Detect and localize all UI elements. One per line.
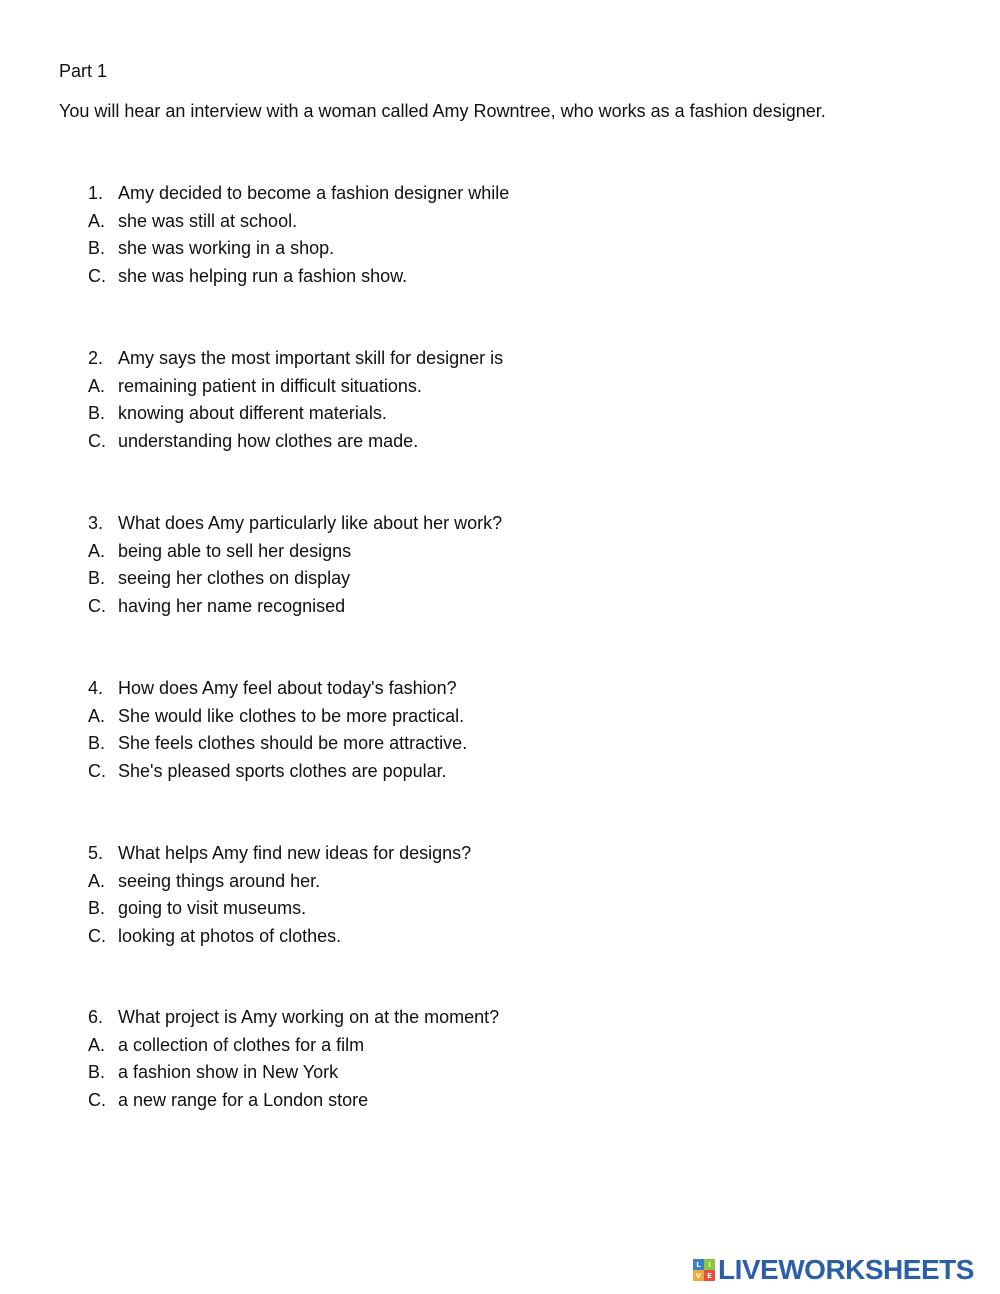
- option-letter: C.: [88, 596, 106, 616]
- option-letter: B.: [88, 568, 106, 588]
- option-letter: B.: [88, 1062, 106, 1082]
- option-letter: B.: [88, 238, 106, 258]
- option-text: knowing about different materials.: [118, 403, 387, 423]
- liveworksheets-mark-icon: L I V E: [693, 1259, 715, 1281]
- question-number: 3.: [88, 513, 104, 533]
- question-text: What does Amy particularly like about her work?: [118, 513, 503, 533]
- option-text: being able to sell her designs: [118, 541, 352, 561]
- option-text: She's pleased sports clothes are popular.: [118, 761, 447, 781]
- option-text: she was working in a shop.: [118, 238, 335, 258]
- option-text: remaining patient in difficult situations.: [118, 376, 422, 396]
- liveworksheets-logo: [693, 1256, 974, 1284]
- option-text: She would like clothes to be more practical.: [118, 706, 465, 726]
- question-number: 2.: [88, 348, 104, 368]
- question-text: How does Amy feel about today's fashion?: [118, 678, 457, 698]
- option-letter: C.: [88, 1090, 106, 1110]
- option-letter: C.: [88, 761, 106, 781]
- page-title: Part 1: [59, 61, 108, 81]
- question-number: 1.: [88, 183, 104, 203]
- question-number: 4.: [88, 678, 104, 698]
- option-letter: C.: [88, 266, 106, 286]
- option-text: seeing her clothes on display: [118, 568, 351, 588]
- question-text: Amy decided to become a fashion designer while: [118, 183, 510, 203]
- question-text: What helps Amy find new ideas for designs?: [118, 843, 472, 863]
- option-text: having her name recognised: [118, 596, 346, 616]
- option-letter: A.: [88, 706, 106, 726]
- question-text: What project is Amy working on at the moment?: [118, 1007, 500, 1027]
- intro-text: You will hear an interview with a woman called Amy Rowntree, who works as a fashion designer.: [59, 101, 826, 121]
- option-letter: C.: [88, 926, 106, 946]
- logo-text: LIVEWORKSHEETS: [718, 1254, 974, 1285]
- option-letter: B.: [88, 898, 106, 918]
- option-letter: A.: [88, 1035, 106, 1055]
- option-text: She feels clothes should be more attractive.: [118, 733, 468, 753]
- option-letter: A.: [88, 376, 106, 396]
- option-letter: B.: [88, 403, 106, 423]
- option-text: a new range for a London store: [118, 1090, 369, 1110]
- question-number: 6.: [88, 1007, 104, 1027]
- option-text: seeing things around her.: [118, 871, 321, 891]
- option-letter: C.: [88, 431, 106, 451]
- question-text: Amy says the most important skill for designer is: [118, 348, 504, 368]
- option-text: a fashion show in New York: [118, 1062, 339, 1082]
- option-text: she was still at school.: [118, 211, 298, 231]
- option-letter: A.: [88, 541, 106, 561]
- option-letter: A.: [88, 871, 106, 891]
- option-letter: B.: [88, 733, 106, 753]
- option-text: going to visit museums.: [118, 898, 307, 918]
- option-letter: A.: [88, 211, 106, 231]
- option-text: understanding how clothes are made.: [118, 431, 419, 451]
- question-number: 5.: [88, 843, 104, 863]
- option-text: she was helping run a fashion show.: [118, 266, 408, 286]
- option-text: looking at photos of clothes.: [118, 926, 342, 946]
- option-text: a collection of clothes for a film: [118, 1035, 365, 1055]
